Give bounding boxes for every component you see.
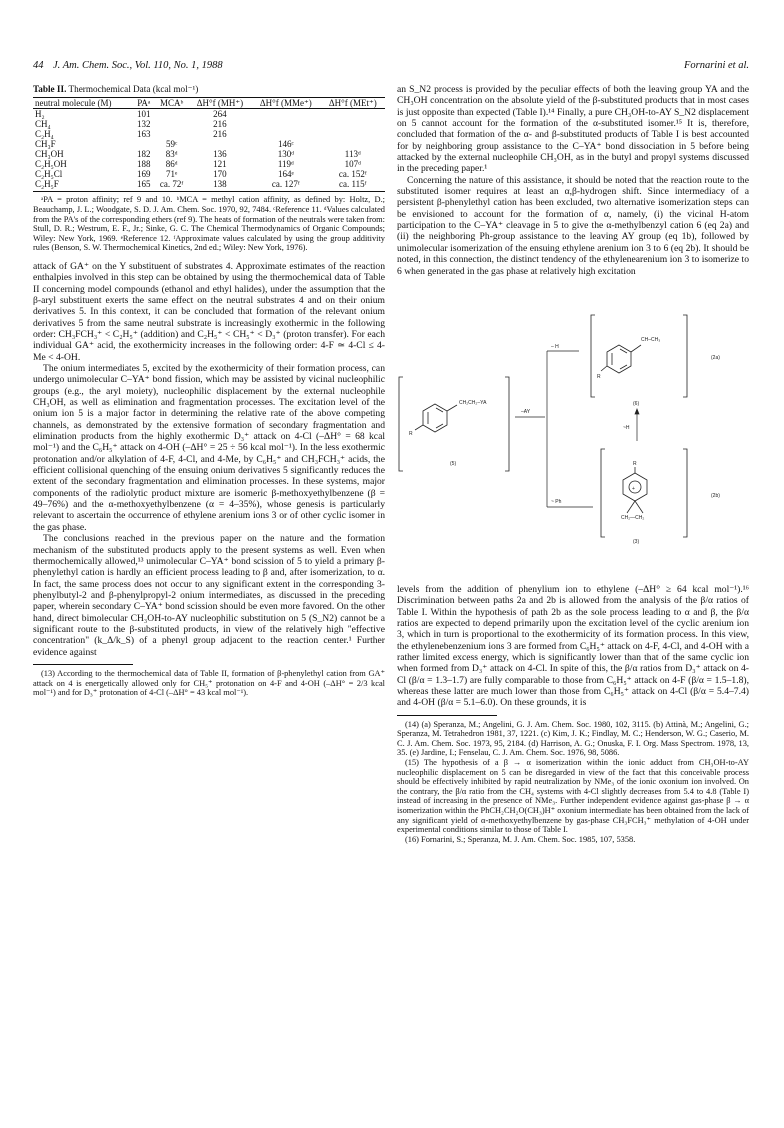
table-cell: [321, 139, 385, 149]
footnote-16: (16) Fornarini, S.; Speranza, M. J. Am. Chem. Soc. 1985, 107, 5358.: [405, 834, 636, 844]
table-cell: [251, 129, 320, 139]
table-cell: [155, 119, 189, 129]
body-paragraph: an S_N2 process is provided by the peculiar effects of both the leaving group YA and the CH₃OH concentration on the absolute yield of the β-substituted products that in most cases is just opposite than expected (Table I).¹⁴ Finally, a pure CH₃OH-to-AY S_N2 displacement on 5 cannot account for the formation of the α-substituted isomer.¹⁵ It is, therefore, concluded that formation of the α- and β-substituted products of Table I is best accounted for by neighboring group assistance to the C–YA⁺ bond dissociation in 5 before being attacked by the external nucleophile CH₃OH, as in the butyl and propyl systems discussed in the preceding paper.¹: [397, 84, 749, 175]
table-cell: 146ᶜ: [277, 139, 294, 150]
table-cell: 182: [137, 149, 151, 160]
table-cell: 59ᶜ: [165, 139, 178, 150]
table-row: [33, 119, 385, 129]
table-header-pa: PAᵃ: [133, 98, 155, 109]
footnote-15: (15) The hypothesis of a β → α isomerization within the ionic adduct from CH₃OH-to-AY nucleophilic displacement on 5 can be disregarded in view of the fact that this conceivable process should be effectively inhibited by rapid neutralization by NMe₃ of the ionic oxonium ion involved. On the contrary, the β/α ratio from the CH₄ systems with 4-Cl slightly decreases from 5.4 to 4.8 (Table I) instead of increasing in the presence of NMe₃. Further independent evidence against gas-phase β → α isomerization within the PhCH₂CH₂O(CH₃)H⁺ oxonium intermediate has been obtained from the lack of any significant yield of α-methoxyethylbenzene by gas-phase CH₃FCH₃⁺ methylation of 4-OH under experimental conditions similar to those of Table I.: [397, 758, 749, 835]
right-column: [397, 84, 749, 844]
table-row: [33, 179, 385, 192]
table-cell: 71ᵉ: [165, 169, 178, 180]
footnote-13: (13) According to the thermochemical data of Table II, formation of β-phenylethyl cation from GA⁺ attack on 4 is energetically allowed only for CH₅⁺ protonation on 4-F and 4-OH (–ΔH° = 2/3 kcal mol⁻¹) and for D₃⁺ protonation of 4-Cl (–ΔH° = 43 kcal mol⁻¹).: [33, 668, 385, 698]
page-number: 44: [33, 60, 44, 71]
table-cell: ca. 152ᶠ: [338, 169, 367, 180]
table-header-mme: ΔH°f (MMe⁺): [251, 98, 320, 109]
running-header: [33, 60, 749, 74]
table-row: [33, 159, 385, 169]
table-cell: C₂H₄: [35, 129, 54, 140]
table-cell: 170: [213, 169, 227, 180]
author-header: Fornarini et al.: [683, 60, 749, 71]
table-cell: 216: [213, 129, 227, 140]
table-cell: C₂H₅OH: [35, 159, 67, 170]
r-label-3: R: [633, 460, 637, 467]
table-cell: C₂H₅Cl: [35, 169, 63, 180]
svg-text:+: +: [632, 485, 635, 492]
benzene-ring-5: [415, 404, 457, 432]
r-label-5: R: [409, 430, 413, 437]
table-cell: [155, 109, 189, 120]
table-caption-label: Table II.: [33, 84, 67, 94]
table-caption-text: Thermochemical Data (kcal mol⁻¹): [68, 84, 199, 94]
table-cell: 113ᵈ: [344, 149, 361, 160]
table-cell: [133, 139, 155, 149]
body-paragraph: The conclusions reached in the previous paper on the nature and the formation mechanism of the substituted products apply to the present systems as well. Even when thermochemically allowed,¹³ unimolecular C–YA⁺ bond scission of 5 to yield a primary β-phenylethyl cation is hardly an efficient process leading to β and, after isomerization, to α. In fact, the same process does not occur to any significant extent in the corresponding 3-phenylbutyl-2 and β-phenylpropyl-2 onium intermediates, as discussed in the preceding paper, wherein secondary C–YA⁺ bond scission should be even more favored. On the other hand, direct bimolecular CH₃OH-to-AY nucleophilic substitution on 5 (S_N2) cannot be a significant route to the β-substituted products, in view of the relatively high "effective concentration" (k_Δ/k_S) of a phenyl group adjacent to the reaction center.¹ Further evidence against: [33, 533, 385, 658]
body-paragraph: Concerning the nature of this assistance, it should be noted that the reaction route to the substituted isomer requires at least an α,β-hydrogen shift. Since intermediacy of a persistent β-phenylethyl cation has been excluded, two alternative isomerization steps can be envisioned to account for the formation of α, namely, (i) the vicinal H-atom participation to the C–YA⁺ cleavage in 5 to give the α-methylbenzyl cation 6 (eq 2a) and (ii) the neighboring Ph-group assistance to the leaving AY group (eq 1b), followed by unimolecular isomerization of the ensuing ethylene arenium ion 3 to 6 (eq 2b). It should be noted, in this connection, the distinct tendency of the ethylenearenium ion 3 to isomerize to 6 when generated in the gas phase at relatively high excitation: [397, 174, 749, 277]
table-cell: 188: [137, 159, 151, 170]
table-cell: 130ᵈ: [277, 149, 294, 160]
label-2a: (2a): [711, 354, 720, 361]
table-footnote-text: ᵃPA = proton affinity; ref 9 and 10. ᵇMCA = methyl cation affinity, as defined by: Holtz, D.; Beauchamp, J. L.; Woodgate, S. D. J. Am. Chem. Soc. 1970, 92, 7484. ᶜReference 11. ᵈValues calculated from the PA's of the corresponding ethers (ref 9). The heats of formation of the neutrals were taken from: Stull, D. R.; Westrum, E. F., Jr.; Sinke, G. C. The Chemical Thermodynamics of Organic Compounds; Wiley: New York, 1969. ᵉReference 12. ᶠApproximate values calculated by using the group additivity rules (Benson, S. W. Thermochemical Kinetics, 2nd ed.; Wiley: New York, 1976).: [33, 195, 385, 253]
table-cell: 83ᵈ: [165, 149, 178, 160]
table-cell: ca. 72ᶠ: [155, 179, 189, 192]
arrow-h-shift: ~H: [623, 424, 630, 431]
table-cell: 136: [213, 149, 227, 160]
table-cell: [321, 119, 385, 129]
table-cell: 165: [133, 179, 155, 192]
label-5: (5): [450, 460, 457, 467]
substituent-5: CH₂CH₂–YA: [459, 399, 487, 406]
table-cell: [251, 119, 320, 129]
table-cell: 119ᵈ: [277, 159, 294, 170]
thermochemical-table: [33, 97, 385, 192]
label-6: (6): [633, 400, 640, 407]
table-cell: [155, 129, 189, 139]
left-column: [33, 84, 385, 698]
arrow-minus-h: – H: [551, 343, 559, 350]
footnote-14: (14) (a) Speranza, M.; Angelini, G. J. Am. Chem. Soc. 1980, 102, 3115. (b) Attinà, M.; Angelini, G.; Speranza, M. Tetrahedron 1981, 37, 1221. (c) Kim, J. K.; Findlay, M. C.; Henderson, W. G.; Caserio, M. C. J. Am. Chem. Soc. 1973, 95, 2184. (d) Harrison, A. G.; Onuska, F. I. Org. Mass Spectrom. 1978, 13, 35. (e) Jardine, I.; Fenselau, C. J. Am. Chem. Soc. 1976, 98, 5086.: [397, 719, 749, 758]
table-caption: [33, 84, 385, 95]
table-cell: 86ᵈ: [165, 159, 178, 170]
table-cell: 121: [213, 159, 227, 170]
table-cell: 164ᵉ: [277, 169, 294, 180]
table-row: [33, 139, 385, 149]
footnote-divider: [397, 715, 497, 716]
reaction-scheme: [397, 279, 749, 582]
table-cell: CH₃F: [35, 139, 56, 150]
table-header-mca: MCAᵇ: [155, 98, 189, 109]
scheme-svg: [397, 279, 749, 582]
table-row: [33, 129, 385, 139]
table-cell: 107ᵈ: [344, 159, 361, 170]
table-cell: ca. 127ᶠ: [251, 179, 320, 192]
table-cell: C₂H₅F: [33, 179, 133, 192]
table-cell: 169: [137, 169, 151, 180]
table-cell: 216: [213, 119, 227, 130]
body-paragraph: levels from the addition of phenylium ion to ethylene (–ΔH° ≥ 64 kcal mol⁻¹).¹⁶ Discrimination between paths 2a and 2b is allowed from the analysis of the β/α ratios of Table I. Within the hypothesis of path 2b as the sole process leading to α and β, the β/α ratios are expected to depend primarily upon the excitation level of the cyclic arenium ion 3, which in turn is proportional to the exothermicity of its formation process. In this view, the ethylenebenzenium ions 3 are formed from C₆H₅⁺ attack on 4-F, 4-Cl, and 4-OH with a rather limited excess energy, which is significantly lower than that of the same cyclic ion when formed from D₃⁺ attack on 4-Cl. In spite of this, the β/α ratios from D₃⁺ attack on 4-Cl (β/α = 1.3–1.7) are fully comparable to those from C₆H₅⁺ attack on 4-F (β/α = 1.5–1.8), whereas these latter are much lower than those from C₆H₅⁺ attack on 4-Cl (β/α = 5.4–7.4) and 4-OH (β/α = 5.1–6.0). On these grounds, it is: [397, 583, 749, 709]
table-cell: [251, 109, 320, 120]
table-header-met: ΔH°f (MEt⁺): [321, 98, 385, 109]
table-cell: 264: [213, 109, 227, 120]
table-row: [33, 109, 385, 120]
label-3: (3): [633, 538, 640, 545]
table-header-molecule: neutral molecule (M): [33, 98, 133, 109]
table-cell: 101: [137, 109, 151, 120]
table-cell: 132: [137, 119, 151, 130]
label-2b: (2b): [711, 492, 720, 499]
body-paragraph: attack of GA⁺ on the Y substituent of substrates 4. Approximate estimates of the reaction enthalpies involved in this step can be obtained by using the thermochemical data of Table II concerning model compounds (ethanol and ethyl halides), under the assumption that the β-aryl substituent exerts the same effect on the neutral substrates 4 and on their onium derivatives 5. In this context, it can be concluded that formation of the relevant onium derivatives 5 from the same neutral substrate is increasingly exothermic in the following order: CH₃FCH₃⁺ < C₂H₅⁺ (addition) and C₂H₅⁺ < CH₅⁺ < D₃⁺ (proton transfer). For each individual GA⁺ acid, the exothermicity increases in the following order: 4-F ≃ 4-Cl ≤ 4-Me < 4-OH.: [33, 260, 385, 363]
r-label-6: R: [597, 373, 601, 380]
table-cell: ca. 115ᶠ: [321, 179, 385, 192]
table-header-mh: ΔH°f (MH⁺): [189, 98, 252, 109]
table-cell: 138: [189, 179, 252, 192]
table-cell: [321, 109, 385, 120]
footnote-divider: [33, 664, 133, 665]
table-cell: 163: [137, 129, 151, 140]
table-cell: CH₄: [35, 119, 51, 130]
arenium-ring-3: [623, 467, 647, 513]
arrow-minus-ay: –AY: [521, 408, 531, 415]
arrow-minus-ph: ~ Ph: [551, 498, 562, 505]
body-paragraph: The onium intermediates 5, excited by the exothermicity of their formation process, can undergo unimolecular C–YA⁺ bond fission, which may be assisted by vicinal nucleophilic groups (e.g., the aryl moiety), nucleophilic displacement by the external nucleophile CH₃OH, as well as elimination and fragmentation processes. The excitation level of the onium ion 5 is a major factor in determining the relative rate of the above competing channels, as demonstrated by the extensive formation of secondary fragmentation and elimination products from the highly exothermic D₃⁺ attack on 4-Cl (–ΔH° = 68 kcal mol⁻¹) and the C₆H₅⁺ attack on 4-OH (–ΔH° = 25 ÷ 56 kcal mol⁻¹). In the less exothermic protonation and/or alkylation of 4-F, 4-Cl, and 4-Me, by C₆H₅⁺ and CH₃FCH₃⁺ acids, the efficient collisional quenching of the ensuing onium derivatives 5 significantly reduces the extent of the secondary fragmentation and elimination processes. In these systems, major components of the radiolytic product mixture are isomeric β-methoxyethylbenzene (β = 49–76%) and the α-methoxyethylbenzene (α = 4–35%), whose genesis is particularly relevant to ascertain the occurrence of ethylene arenium ions 3 or of other cyclic isomer in the gas phase.: [33, 363, 385, 533]
table-row: [33, 169, 385, 179]
substituent-3: CH₂—CH₂: [621, 514, 645, 521]
table-footnote: [33, 195, 385, 253]
table-row: [33, 149, 385, 159]
substituent-6: CH–CH₃: [641, 336, 661, 343]
journal-citation: J. Am. Chem. Soc., Vol. 110, No. 1, 1988: [53, 60, 223, 71]
table-cell: CH₃OH: [35, 149, 64, 160]
table-cell: [189, 139, 252, 149]
table-cell: H₂: [35, 109, 45, 120]
table-cell: [321, 129, 385, 139]
benzene-ring-6: [601, 345, 641, 373]
